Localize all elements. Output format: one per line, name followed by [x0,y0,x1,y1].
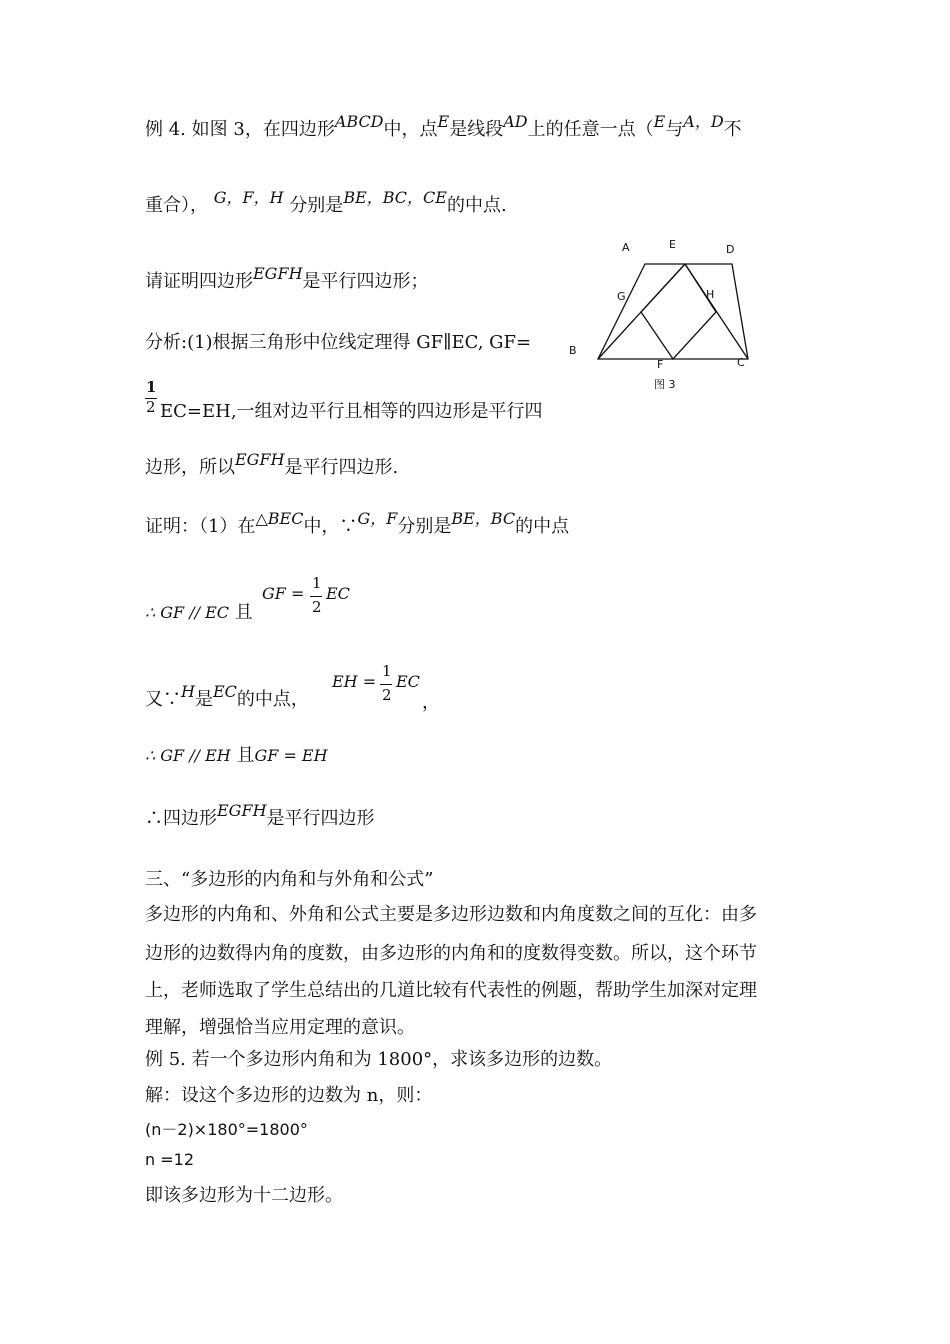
text: 请证明四边形 [145,271,253,292]
math-e: E [653,112,666,131]
text: ∴四边形 [145,808,217,829]
equation-2: n =12 [145,1150,194,1169]
label-a: A [622,241,630,254]
parallelogram-egfh [641,264,716,359]
conclusion: 即该多边形为十二边形。 [145,1185,343,1206]
math-gf-parallel-ec: ∴ GF // EC [145,603,230,622]
section3-para-4: 理解，增强恰当应用定理的意识。 [145,1017,415,1038]
section3-para-3: 上，老师选取了学生总结出的几道比较有代表性的例题，帮助学生加深对定理 [145,980,757,1001]
text: 的中点 [515,516,570,537]
label-e: E [669,238,676,251]
text: 分别是 [397,516,452,537]
analysis-line1: 分析:(1)根据三角形中位线定理得 GF∥EC, GF= [145,332,532,353]
example4-line2 [145,188,507,218]
example5: 例 5. 若一个多边形内角和为 1800°，求该多边形的边数。 [145,1049,613,1070]
math-e: E [437,112,450,131]
example4-line3 [145,264,429,294]
text: 的中点， [236,689,309,710]
label-b: B [569,344,577,357]
text: 不 [723,119,742,140]
text: 重合）， [145,195,208,216]
solution-intro: 解：设这个多边形的边数为 n，则： [145,1085,433,1106]
math-be-bc-ce: BE，BC，CE [343,188,447,207]
math-abcd: ABCD [334,112,384,131]
label-d: D [726,243,735,256]
text: 是平行四边形； [302,271,429,292]
section3-para-2: 边形的边数得内角的度数，由多边形的内角和的度数得变数。所以，这个环节 [145,943,757,964]
math-gf: G，F [357,509,398,528]
text: 且 [234,602,253,623]
text: 是平行四边形 [266,808,375,829]
analysis-line2: EC=EH,一组对边平行且相等的四边形是平行四 [160,401,543,422]
math-ec: EC [326,584,350,603]
text: 又∵ [145,689,181,710]
example4-line1 [145,112,742,142]
text: 上的任意一点（ [527,119,654,140]
section3-para-1: 多边形的内角和、外角和公式主要是多边形边数和内角度数之间的互化：由多 [145,904,757,925]
proof-line3 [145,682,309,712]
math-d: D [710,112,724,131]
math-ec: EC [396,672,420,691]
math-gf-parallel-eh: ∴ GF // EH [145,746,231,765]
proof-line5 [145,801,375,831]
math-ec: EC [212,682,237,701]
figure-caption: 图 3 [654,378,676,391]
text: 是 [194,689,213,710]
example-label: 例 4. [145,119,186,140]
text: 的中点. [446,195,507,216]
fraction-bar [380,684,392,685]
math-egfh: EGFH [253,264,303,283]
fraction-numerator: 1 [146,378,157,396]
proof-line4 [145,744,328,768]
label-g: G [617,290,626,303]
equation-1: (n－2)×180°=1800° [145,1120,308,1139]
text: 是线段 [449,119,504,140]
proof-line3-comma: ， [422,692,440,713]
text: 与 [665,119,684,140]
math-a: A， [683,112,711,131]
fraction-denominator: 2 [146,398,156,416]
math-eh-eq: EH = [332,672,377,691]
fraction-numerator: 1 [312,574,322,592]
quadrilateral-abcd [598,264,748,359]
math-egfh: EGFH [217,801,267,820]
label-f: F [657,358,664,371]
math-h: H [181,682,195,701]
fraction-denominator: 2 [312,598,322,616]
label-h: H [706,288,715,301]
math-be-bc: BE，BC [451,509,516,528]
text: 分别是 [289,195,344,216]
figure-3 [560,232,780,402]
label-c: C [737,356,745,369]
math-ad: AD [503,112,528,131]
math-egfh: EGFH [235,450,285,469]
fraction-bar [310,596,322,597]
text: 中，∵ [303,516,358,537]
proof-line2 [145,601,253,625]
text: 证明：（1）在 [145,516,256,537]
math-triangle-bec: △BEC [255,509,304,528]
section3-title: 三、“多边形的内角和与外角和公式” [145,869,434,890]
math-gf-eq: GF = [262,584,305,603]
fraction-numerator: 1 [382,662,392,680]
fraction-denominator: 2 [382,686,392,704]
text: 是平行四边形. [284,457,399,478]
text: 边形，所以 [145,457,235,478]
analysis-line3 [145,450,399,480]
proof-line1 [145,509,570,539]
text: 中，点 [383,119,438,140]
text: 如图 3，在四边形 [191,119,335,140]
math-gfh: G，F，H [213,188,284,207]
math-gf-eq-eh: GF = EH [254,746,328,765]
text: 且 [236,745,255,766]
